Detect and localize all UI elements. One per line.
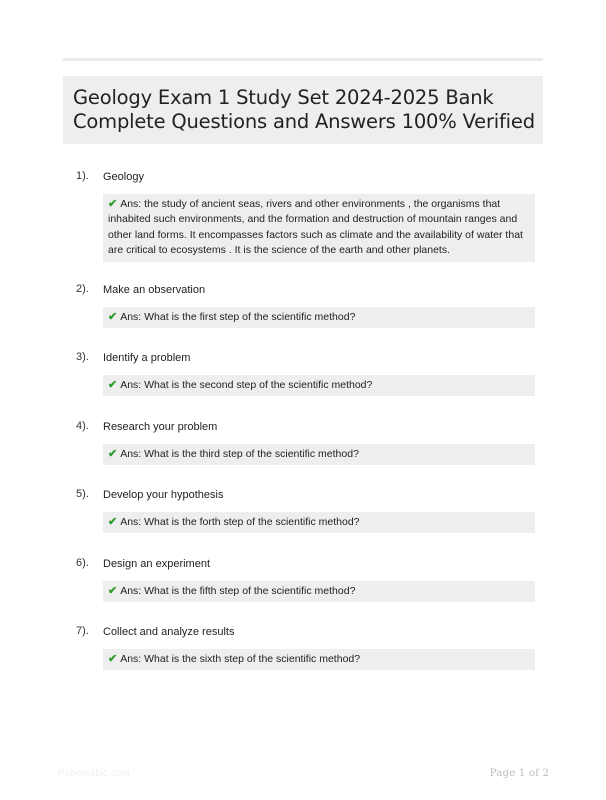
document-title: Geology Exam 1 Study Set 2024-2025 Bank Complete Questions and Answers 100% Verified xyxy=(73,86,535,133)
answer-text: Ans: What is the sixth step of the scientific method? xyxy=(120,653,361,665)
checkmark-icon: ✔ xyxy=(108,585,118,597)
question-number: 7). xyxy=(76,625,89,637)
question-number: 5). xyxy=(76,488,89,500)
answer-text: Ans: What is the second step of the scientific method? xyxy=(120,379,373,391)
question-number: 1). xyxy=(76,170,89,182)
question-text: Geology xyxy=(103,171,144,183)
answer-text: Ans: the study of ancient seas, rivers and other environments , the organisms that inhabited such environments, and the formation and destruction of mountain ranges and other land forms. It encompasses factors such as climate and the availability of water that are critical to ecosystems . It is the science of the earth and other planets. xyxy=(108,198,523,257)
checkmark-icon: ✔ xyxy=(108,448,118,460)
question-number: 4). xyxy=(76,420,89,432)
question-number: 3). xyxy=(76,351,89,363)
answer-box xyxy=(103,649,535,670)
answer-text: Ans: What is the fifth step of the scientific method? xyxy=(120,585,356,597)
checkmark-icon: ✔ xyxy=(108,311,118,323)
question-number: 6). xyxy=(76,557,89,569)
question-text: Identify a problem xyxy=(103,352,191,364)
top-divider xyxy=(63,58,543,61)
question-text: Develop your hypothesis xyxy=(103,489,224,501)
answer-box xyxy=(103,375,535,396)
checkmark-icon: ✔ xyxy=(108,516,118,528)
answer-box xyxy=(103,581,535,602)
question-text: Design an experiment xyxy=(103,558,211,570)
checkmark-icon: ✔ xyxy=(108,379,118,391)
answer-box xyxy=(103,307,535,328)
answer-box xyxy=(103,444,535,465)
title-banner xyxy=(63,76,543,144)
page-indicator: Page 1 of 2 xyxy=(489,767,549,779)
answer-box xyxy=(103,512,535,533)
checkmark-icon: ✔ xyxy=(108,653,118,665)
answer-text: Ans: What is the third step of the scientific method? xyxy=(120,448,359,460)
checkmark-icon: ✔ xyxy=(108,198,118,210)
answer-text: Ans: What is the first step of the scientific method? xyxy=(120,311,356,323)
question-number: 2). xyxy=(76,283,89,295)
question-text: Make an observation xyxy=(103,284,206,296)
answer-box xyxy=(103,194,535,262)
answer-text: Ans: What is the forth step of the scientific method? xyxy=(120,516,360,528)
question-text: Research your problem xyxy=(103,421,218,433)
question-text: Collect and analyze results xyxy=(103,626,235,638)
footer-watermark: Papers4bic.com xyxy=(58,768,130,779)
